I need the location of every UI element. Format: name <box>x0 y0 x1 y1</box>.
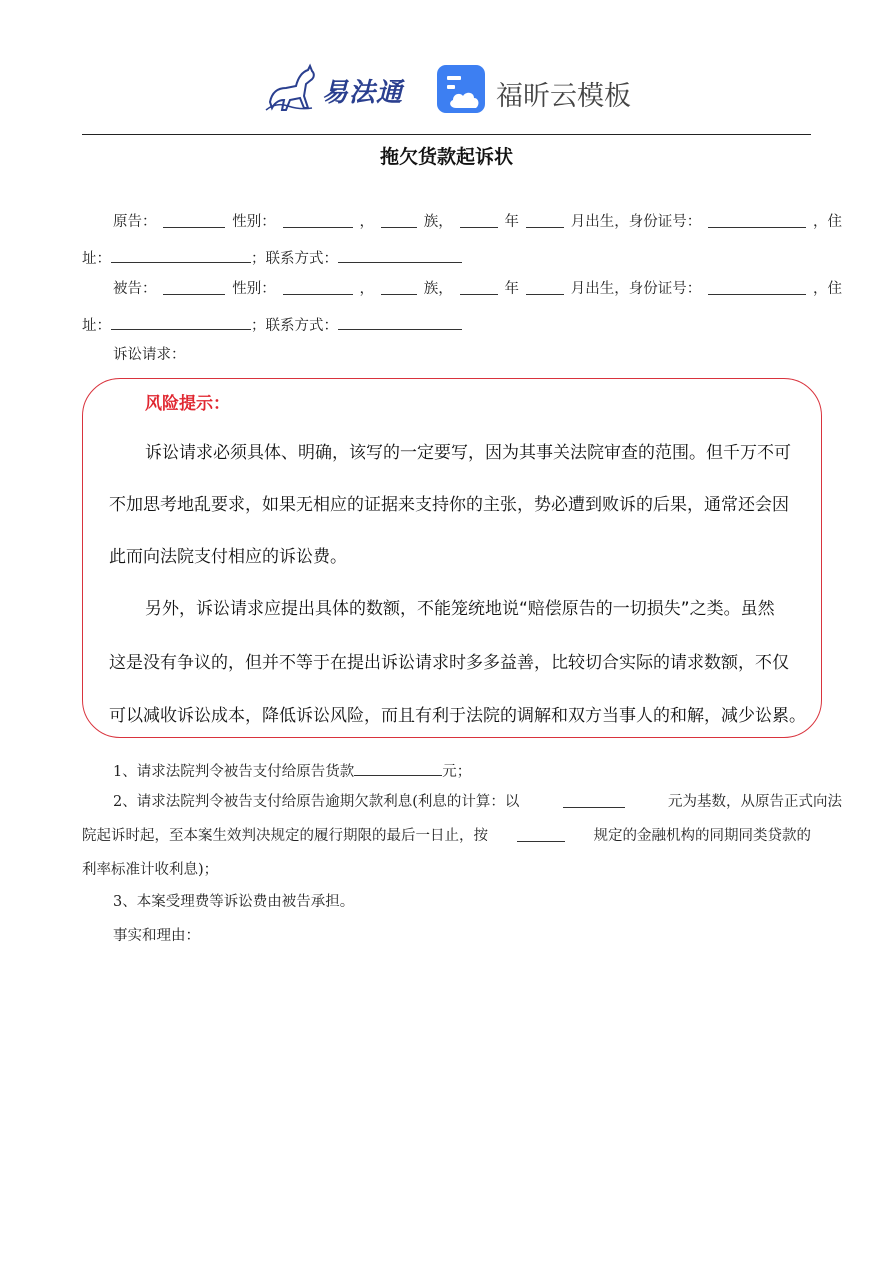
interest-base-blank[interactable] <box>563 792 625 808</box>
interest-rule-blank[interactable] <box>517 826 565 842</box>
plaintiff-gender-blank[interactable] <box>283 212 353 228</box>
defendant-contact-blank[interactable] <box>338 314 462 330</box>
defendant-address-blank[interactable] <box>111 314 251 330</box>
fuxin-logo <box>436 64 636 118</box>
defendant-ethnic-blank[interactable] <box>381 279 417 295</box>
risk-line: 不加思考地乱要求，如果无相应的证据来支持你的主张，势必遭到败诉的后果，通常还会因 <box>109 495 789 515</box>
plaintiff-line-1: 原告： 性别： ， 族， 年 月出生，身份证号： ，住 <box>113 214 842 230</box>
header-divider <box>82 134 811 135</box>
facts-label: 事实和理由： <box>113 928 200 944</box>
risk-line: 此而向法院支付相应的诉讼费。 <box>109 547 347 567</box>
defendant-id-blank[interactable] <box>708 279 806 295</box>
plaintiff-contact-blank[interactable] <box>338 247 462 263</box>
claims-label: 诉讼请求： <box>113 347 186 363</box>
yifatong-logo <box>262 62 412 118</box>
plaintiff-address-blank[interactable] <box>111 247 251 263</box>
horse-icon <box>262 62 320 118</box>
risk-line: 这是没有争议的，但并不等于在提出诉讼请求时多多益善，比较切合实际的请求数额，不仅 <box>109 653 789 673</box>
claim-3: 3、本案受理费等诉讼费由被告承担。 <box>113 894 355 910</box>
defendant-gender-blank[interactable] <box>283 279 353 295</box>
plaintiff-line-2: 址： ；联系方式： <box>82 247 811 269</box>
logo-left-text: 易法通 <box>322 78 404 108</box>
defendant-name-blank[interactable] <box>163 279 225 295</box>
plaintiff-ethnic-blank[interactable] <box>381 212 417 228</box>
logo-right-text: 福昕云模板 <box>496 81 631 112</box>
cloud-doc-icon <box>436 64 488 116</box>
risk-line: 另外，诉讼请求应提出具体的数额，不能笼统地说“赔偿原告的一切损失”之类。虽然 <box>145 599 775 619</box>
goods-amount-blank[interactable] <box>354 760 442 776</box>
plaintiff-year-blank[interactable] <box>460 212 498 228</box>
defendant-year-blank[interactable] <box>460 279 498 295</box>
defendant-line-1: 被告： 性别： ， 族， 年 月出生，身份证号： ，住 <box>113 281 842 297</box>
plaintiff-name-blank[interactable] <box>163 212 225 228</box>
defendant-line-2: 址： ；联系方式： <box>82 314 811 336</box>
risk-notice-title: 风险提示： <box>145 394 230 414</box>
claim-2-line-2: 院起诉时起，至本案生效判决规定的履行期限的最后一日止，按 规定的金融机构的同期同类贷款的 <box>82 828 811 844</box>
document-title: 拖欠货款起诉状 <box>379 146 513 168</box>
risk-notice-box <box>82 378 822 738</box>
claim-1: 1、请求法院判令被告支付给原告货款 元； <box>82 760 842 782</box>
risk-line: 可以减收诉讼成本，降低诉讼风险，而且有利于法院的调解和双方当事人的和解，减少讼累。 <box>109 706 806 726</box>
defendant-month-blank[interactable] <box>526 279 564 295</box>
claim-2-line-1: 2、请求法院判令被告支付给原告逾期欠款利息(利息的计算：以 元为基数，从原告正式向法 <box>113 794 842 810</box>
header <box>0 60 893 122</box>
claim-2-line-3: 利率标准计收利息)； <box>82 862 219 878</box>
plaintiff-month-blank[interactable] <box>526 212 564 228</box>
plaintiff-id-blank[interactable] <box>708 212 806 228</box>
risk-line: 诉讼请求必须具体、明确，该写的一定要写，因为其事关法院审查的范围。但千万不可 <box>145 443 791 463</box>
